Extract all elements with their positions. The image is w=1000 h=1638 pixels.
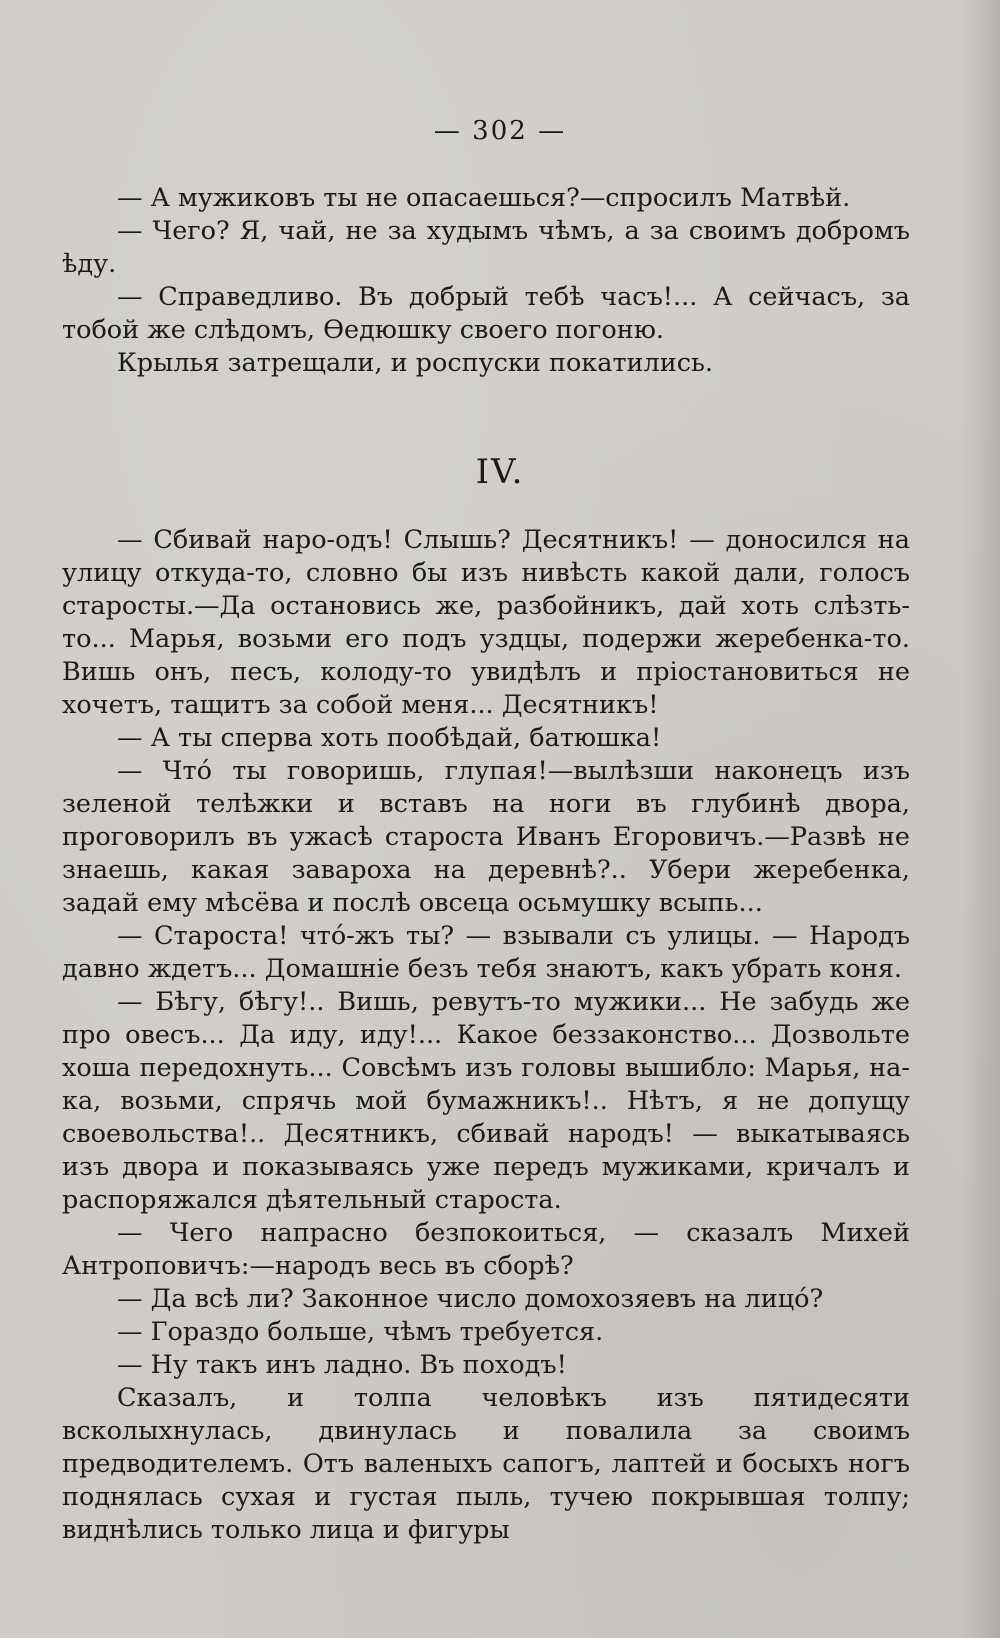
paragraph: — Староста! что́-жъ ты? — взывали съ улицы. — Народъ давно ждетъ... Домашніе безъ тебя знаютъ, какъ убрать коня. [62, 921, 910, 984]
paragraph: Крылья затрещали, и роспуски покатились. [117, 348, 714, 378]
page-edge-shadow [960, 0, 1000, 1638]
paragraph: — Да всѣ ли? Законное число домохозяевъ на лицо́? [117, 1284, 824, 1314]
page-number: — 302 — [433, 116, 567, 146]
paragraph: — Сбивай наро-одъ! Слышь? Десятникъ! — доносился на улицу откуда-то, словно бы изъ нивѣсть какой дали, голосъ старосты.—Да остановись же, разбойникъ, дай хоть слѣзть-то... Марья, возьми его подъ уздцы, подержи жеребенка-то. Вишь онъ, песъ, колоду-то увидѣлъ и пріостановиться не хочетъ, тащитъ за собой меня... Десятникъ! [62, 525, 910, 720]
paragraph: — Чего? Я, чай, не за худымъ чѣмъ, а за своимъ добромъ ѣду. [62, 216, 910, 279]
text-block-after-heading [62, 524, 910, 1547]
paragraph: — Бѣгу, бѣгу!.. Вишь, ревутъ-то мужики... Не забудь же про овесъ... Да иду, иду!... Какое беззаконство... Дозвольте хоша передохнуть... Совсѣмъ изъ головы вышибло: Марья, на-ка, возьми, спрячь мой бумажникъ!.. Нѣтъ, я не допущу своевольства!.. Десятникъ, сбивай народъ! — выкатываясь изъ двора и показываясь уже передъ мужиками, кричалъ и распоряжался дѣятельный староста. [62, 987, 910, 1215]
paragraph: — Гораздо больше, чѣмъ требуется. [117, 1317, 604, 1347]
paragraph: — Справедливо. Въ добрый тебѣ часъ!... А сейчасъ, за тобой же слѣдомъ, Ѳедюшку своего погоню. [62, 282, 910, 345]
paragraph: — Чего напрасно безпокоиться, — сказалъ Михей Антроповичъ:—народъ весь въ сборѣ? [62, 1218, 910, 1281]
paragraph: — Что́ ты говоришь, глупая!—вылѣзши наконецъ изъ зеленой телѣжки и вставъ на ноги въ глубинѣ двора, проговорилъ въ ужасѣ староста Иванъ Егоровичъ.—Развѣ не знаешь, какая завароха на деревнѣ?.. Убери жеребенка, задай ему мѣсёва и послѣ овсеца осьмушку всыпь... [62, 756, 910, 918]
paragraph: — Ну такъ инъ ладно. Въ походъ! [117, 1350, 567, 1380]
text-block-before-heading [62, 182, 910, 380]
paragraph: — А мужиковъ ты не опасаешься?—спросилъ Матвѣй. [117, 183, 851, 213]
section-heading: IV. [475, 452, 525, 492]
paragraph: — А ты сперва хоть пообѣдай, батюшка! [117, 723, 662, 753]
paragraph: Сказалъ, и толпа человѣкъ изъ пятидесяти всколыхнулась, двинулась и повалила за своимъ предводителемъ. Отъ валеныхъ сапогъ, лаптей и босыхъ ногъ поднялась сухая и густая пыль, тучею покрывшая толпу; виднѣлись только лица и фигуры [62, 1383, 910, 1545]
